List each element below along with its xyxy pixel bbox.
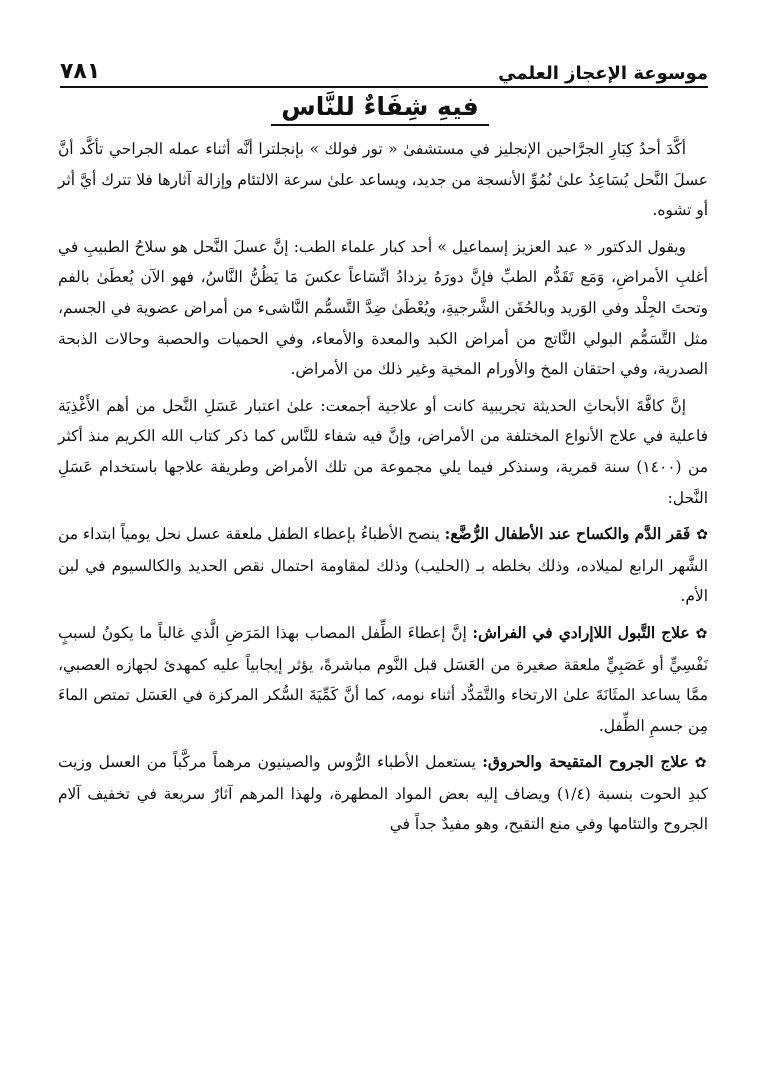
page-number: ٧٨١ (60, 59, 101, 84)
bullet-heading: علاج الجروح المتقيحة والحروق: (482, 753, 689, 772)
flower-bullet-icon: ✿ (694, 755, 708, 772)
section-title: فيهِ شِفَاءٌ للنَّاس (271, 92, 489, 126)
paragraph: ويقول الدكتور « عبد العزيز إسماعيل » أحد كبار علماء الطب: إنَّ عسلَ النَّحل هو سلاحُ الطبيبِ في أغلبِ الأمراضِ، وَمَع تَقَدُّم الطبِّ فإنَّ دورَهُ يزدادُ اتِّسَاعاً عكسَ مَا يَظُنُّ النَّاسُ، فهو الآن يُعطَىٰ بالفم وتحتَ الجِلْد وفي الوَريد وبالحُقَن الشَّرجيةِ، ويُعْطَىٰ ضِدَّ التَّسمُّم النَّاشىء من أمراض عضوية في الجسم، مثل التَّسَمُّم البولي النَّاتج من أمراض الكبد والمعدة والأمعاء، وفي الحميات والحصبة وحالات الذبحة الصدرية، وفي احتقان المخ والأورام المخية وغير ذلك من الأمراض. (58, 237, 708, 379)
bullet-text: يستعمل الأطباء الرُّوس والصينيون مرهماً مركَّباً من العسل وزيت كبدِ الحوت بنسبة (١/٤) ويضاف إليه بعض المواد المطهرة، ولهذا المرهم آثارٌ سريعة في تخفيف آلام الجروح والتئامها وفي منع التقيح، وهو مفيدٌ جداً في (58, 753, 708, 834)
flower-bullet-icon: ✿ (696, 527, 708, 544)
bullet-item (58, 747, 708, 840)
bullet-item (58, 618, 708, 741)
flower-bullet-icon: ✿ (695, 625, 709, 642)
bullet-heading: فَقر الدَّم والكساح عند الأطفال الرُّضَّع: (444, 525, 691, 544)
book-title: موسوعة الإعجاز العلمي (498, 63, 708, 84)
bullet-item (58, 519, 708, 612)
bullet-text: ينصح الأطباءُ بإعطاء الطفل ملعقة عسل نحل يومياً ابتداء من الشَّهر الرابع لميلاده، وذلك بخلطه بـ (الحليب) وذلك لمقاومة احتمال نقص الحديد والكالسيوم في لبن الأم. (58, 525, 708, 606)
section-title-wrap (0, 92, 760, 126)
running-header (60, 52, 708, 88)
paragraph: إنَّ كافَّةَ الأبحاثِ الحديثة تجريبية كانت أو علاجية أجمعت: علىٰ اعتبار عَسَلِ النَّحل من أهم الأَغْذِيَة فاعلية في علاج الأنواع المختلفة من الأمراض، وإنَّ فيه شفاء للنَّاس كما ذكر كتاب الله الكريم منذ أكثر من (١٤٠٠) سنة قمرية، وسنذكر فيما يلي مجموعة من تلك الأمراض وطريقة علاجها باستخدام عَسَلِ النَّحل: (58, 396, 709, 507)
bullet-text: إنَّ إعطاءَ الطِّفل المصاب بهذا المَرَضِ الَّذي غالباً ما يكونُ لسببٍ نَفْسِيٍّ أو عَصَبِيٍّ ملعقة صغيرة من العَسَل قبل النَّوم مباشرةً، يؤثر إيجابياً عليه كمهدئ لجهازه العصبي، ممَّا يساعد المثَانَةَ علىٰ الارتخاء والتَّمَدُّد أثناء نومه، كما أنَّ كَمِّيَةَ السُّكر المركزة في العَسَل تمتص الماءَ مِن جسمِ الطِّفل. (58, 623, 708, 735)
bullet-heading: علاج التَّبول اللاإرادي في الفراش: (472, 623, 690, 642)
body-text (58, 134, 708, 846)
paragraph: أكَّدَ أحدُ كِبَارِ الجرَّاحين الإنجليز في مستشفىٰ « تور فولك » بإنجلترا أنَّه أثناء عمله الجراحي تأكَّد أنَّ عسلَ النَّحل يُسَاعِدُ علىٰ نُمُوِّ الأنسجة من جديد، ويساعد علىٰ سرعة الالتئام وإزالة آثارها فلا تترك أيَّ أثر أو تشوه. (58, 140, 708, 220)
